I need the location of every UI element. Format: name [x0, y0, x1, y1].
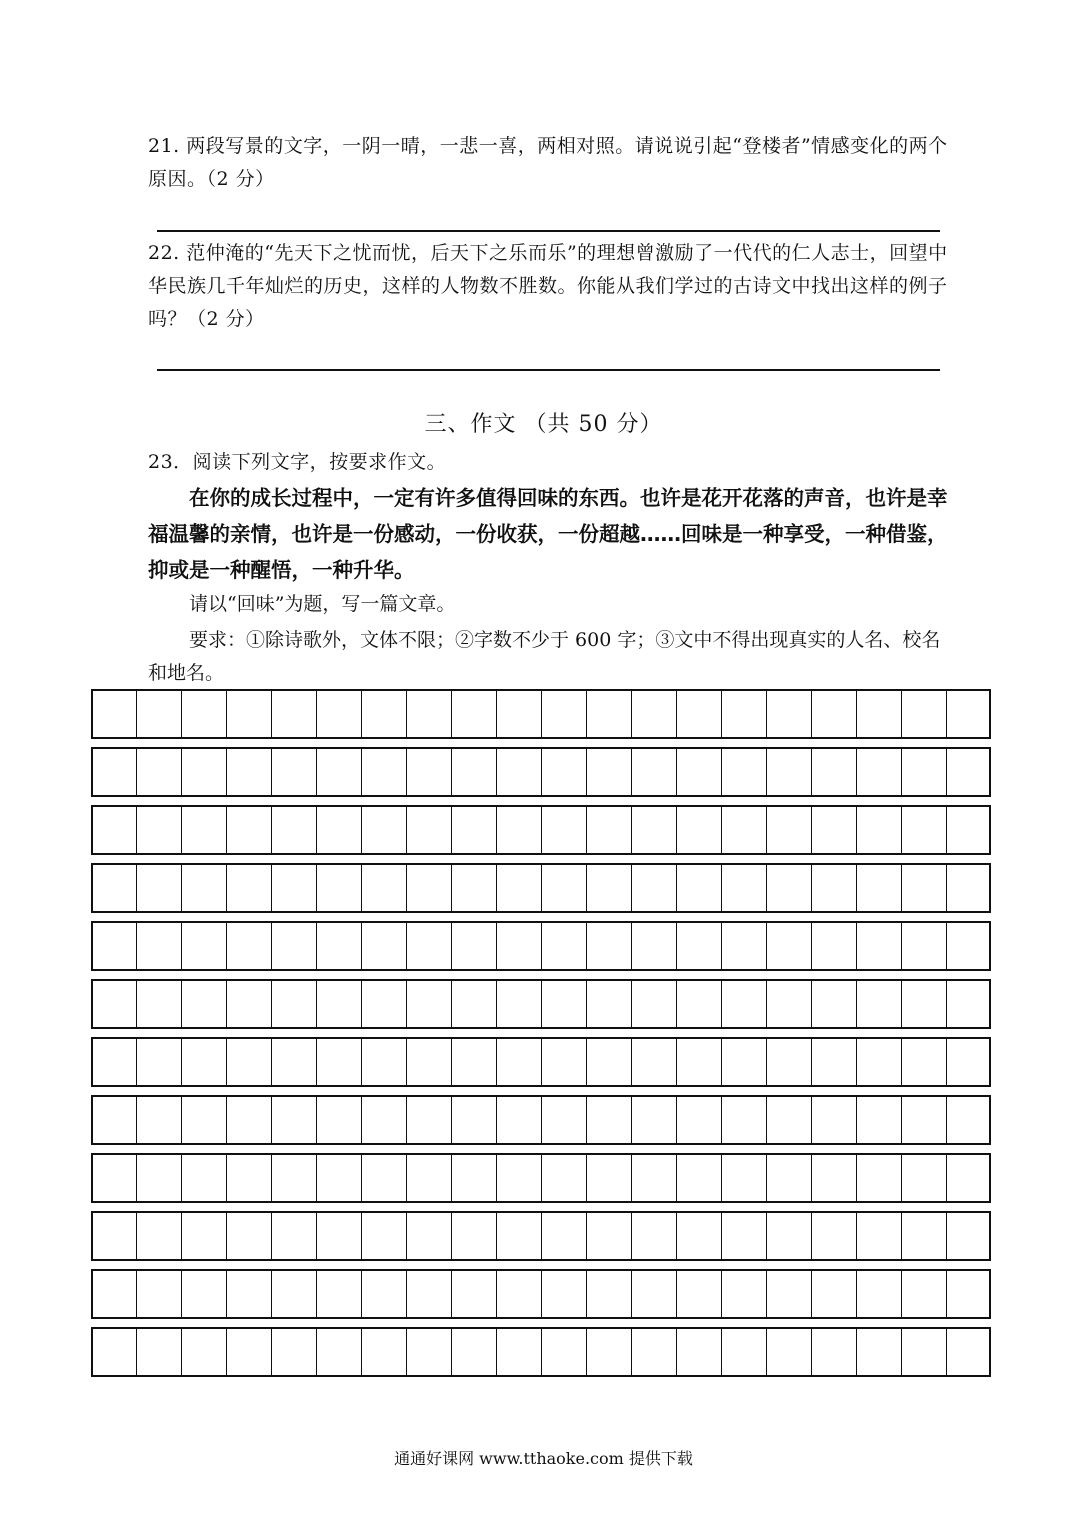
grid-cell-divider: [946, 807, 947, 853]
grid-cell-divider: [811, 1039, 812, 1085]
grid-cell-divider: [901, 807, 902, 853]
grid-cell-divider: [361, 1039, 362, 1085]
grid-cell-divider: [271, 1155, 272, 1201]
grid-row[interactable]: [91, 1037, 991, 1087]
grid-cell-divider: [181, 981, 182, 1027]
grid-cell-divider: [496, 691, 497, 737]
grid-cell-divider: [316, 1155, 317, 1201]
grid-cell-divider: [406, 749, 407, 795]
grid-cell-divider: [721, 1271, 722, 1317]
grid-cell-divider: [676, 1329, 677, 1375]
grid-cell-divider: [676, 865, 677, 911]
grid-cell-divider: [586, 923, 587, 969]
grid-cell-divider: [946, 981, 947, 1027]
grid-cell-divider: [721, 1155, 722, 1201]
grid-cell-divider: [766, 807, 767, 853]
grid-cell-divider: [901, 1329, 902, 1375]
grid-cell-divider: [856, 865, 857, 911]
grid-cell-divider: [271, 807, 272, 853]
grid-cell-divider: [406, 1097, 407, 1143]
grid-cell-divider: [136, 1039, 137, 1085]
grid-cell-divider: [766, 1213, 767, 1259]
grid-cell-divider: [451, 1097, 452, 1143]
grid-cell-divider: [946, 1271, 947, 1317]
grid-cell-divider: [136, 691, 137, 737]
grid-cell-divider: [226, 923, 227, 969]
grid-cell-divider: [226, 1213, 227, 1259]
grid-row[interactable]: [91, 1153, 991, 1203]
grid-cell-divider: [451, 749, 452, 795]
grid-cell-divider: [766, 1155, 767, 1201]
grid-cell-divider: [901, 981, 902, 1027]
grid-cell-divider: [901, 749, 902, 795]
grid-cell-divider: [541, 981, 542, 1027]
grid-cell-divider: [811, 1271, 812, 1317]
grid-cell-divider: [811, 1329, 812, 1375]
grid-cell-divider: [676, 1155, 677, 1201]
grid-cell-divider: [406, 1155, 407, 1201]
grid-cell-divider: [631, 923, 632, 969]
grid-cell-divider: [451, 981, 452, 1027]
grid-cell-divider: [181, 749, 182, 795]
grid-cell-divider: [496, 1097, 497, 1143]
grid-cell-divider: [406, 1329, 407, 1375]
grid-cell-divider: [901, 1155, 902, 1201]
grid-cell-divider: [766, 1039, 767, 1085]
grid-cell-divider: [586, 1213, 587, 1259]
grid-cell-divider: [676, 923, 677, 969]
grid-cell-divider: [811, 1213, 812, 1259]
grid-cell-divider: [451, 1213, 452, 1259]
grid-cell-divider: [181, 1271, 182, 1317]
grid-cell-divider: [856, 1271, 857, 1317]
grid-cell-divider: [406, 1213, 407, 1259]
grid-cell-divider: [496, 1329, 497, 1375]
grid-cell-divider: [541, 1097, 542, 1143]
grid-cell-divider: [181, 691, 182, 737]
grid-cell-divider: [136, 1329, 137, 1375]
grid-cell-divider: [766, 749, 767, 795]
grid-cell-divider: [316, 1271, 317, 1317]
grid-cell-divider: [451, 923, 452, 969]
grid-cell-divider: [721, 807, 722, 853]
grid-cell-divider: [361, 807, 362, 853]
grid-cell-divider: [766, 1097, 767, 1143]
grid-cell-divider: [361, 691, 362, 737]
grid-cell-divider: [361, 923, 362, 969]
grid-cell-divider: [586, 749, 587, 795]
grid-cell-divider: [586, 1329, 587, 1375]
grid-cell-divider: [316, 1039, 317, 1085]
grid-cell-divider: [856, 923, 857, 969]
grid-cell-divider: [811, 1155, 812, 1201]
grid-cell-divider: [496, 1155, 497, 1201]
grid-cell-divider: [316, 923, 317, 969]
grid-cell-divider: [136, 1155, 137, 1201]
grid-cell-divider: [631, 981, 632, 1027]
grid-cell-divider: [541, 1271, 542, 1317]
grid-cell-divider: [496, 1039, 497, 1085]
grid-cell-divider: [946, 865, 947, 911]
grid-cell-divider: [496, 749, 497, 795]
grid-cell-divider: [586, 691, 587, 737]
grid-cell-divider: [541, 1329, 542, 1375]
grid-cell-divider: [541, 865, 542, 911]
grid-cell-divider: [721, 691, 722, 737]
grid-cell-divider: [811, 749, 812, 795]
grid-cell-divider: [361, 749, 362, 795]
grid-cell-divider: [631, 691, 632, 737]
grid-cell-divider: [361, 1329, 362, 1375]
grid-cell-divider: [676, 1039, 677, 1085]
grid-row[interactable]: [91, 1095, 991, 1145]
grid-cell-divider: [766, 1329, 767, 1375]
grid-cell-divider: [856, 1155, 857, 1201]
grid-cell-divider: [181, 1097, 182, 1143]
grid-cell-divider: [766, 981, 767, 1027]
grid-cell-divider: [946, 1329, 947, 1375]
grid-cell-divider: [946, 1155, 947, 1201]
grid-cell-divider: [271, 691, 272, 737]
grid-cell-divider: [136, 749, 137, 795]
question-21: 21. 两段写景的文字，一阴一晴，一悲一喜，两相对照。请说说引起“登楼者”情感变化的两个原因。（2 分）: [148, 135, 948, 190]
grid-cell-divider: [856, 691, 857, 737]
grid-row[interactable]: [91, 863, 991, 913]
grid-cell-divider: [901, 865, 902, 911]
grid-cell-divider: [541, 1213, 542, 1259]
grid-cell-divider: [271, 865, 272, 911]
grid-cell-divider: [946, 749, 947, 795]
grid-row[interactable]: [91, 921, 991, 971]
grid-cell-divider: [811, 691, 812, 737]
grid-cell-divider: [901, 1213, 902, 1259]
grid-row[interactable]: [91, 1211, 991, 1261]
grid-cell-divider: [586, 1155, 587, 1201]
grid-cell-divider: [856, 981, 857, 1027]
grid-cell-divider: [496, 1271, 497, 1317]
grid-cell-divider: [541, 923, 542, 969]
grid-cell-divider: [496, 807, 497, 853]
grid-cell-divider: [631, 1039, 632, 1085]
grid-cell-divider: [631, 749, 632, 795]
grid-cell-divider: [316, 807, 317, 853]
grid-cell-divider: [766, 923, 767, 969]
grid-cell-divider: [856, 1097, 857, 1143]
grid-cell-divider: [181, 865, 182, 911]
grid-cell-divider: [226, 1097, 227, 1143]
grid-cell-divider: [721, 865, 722, 911]
grid-cell-divider: [946, 691, 947, 737]
answer-line-21[interactable]: [157, 230, 940, 232]
grid-cell-divider: [136, 1213, 137, 1259]
grid-cell-divider: [721, 749, 722, 795]
grid-cell-divider: [631, 1271, 632, 1317]
grid-cell-divider: [271, 1329, 272, 1375]
grid-cell-divider: [271, 923, 272, 969]
grid-cell-divider: [631, 865, 632, 911]
grid-cell-divider: [856, 807, 857, 853]
grid-cell-divider: [361, 1097, 362, 1143]
grid-cell-divider: [136, 1097, 137, 1143]
grid-cell-divider: [946, 923, 947, 969]
grid-cell-divider: [631, 1155, 632, 1201]
grid-cell-divider: [766, 1271, 767, 1317]
grid-cell-divider: [136, 865, 137, 911]
grid-cell-divider: [271, 1271, 272, 1317]
grid-cell-divider: [271, 981, 272, 1027]
grid-cell-divider: [451, 691, 452, 737]
grid-cell-divider: [541, 1039, 542, 1085]
grid-cell-divider: [406, 981, 407, 1027]
grid-row[interactable]: [91, 1269, 991, 1319]
grid-cell-divider: [181, 1039, 182, 1085]
grid-cell-divider: [721, 981, 722, 1027]
grid-cell-divider: [721, 1039, 722, 1085]
grid-cell-divider: [541, 691, 542, 737]
grid-cell-divider: [496, 981, 497, 1027]
grid-cell-divider: [631, 1097, 632, 1143]
grid-cell-divider: [136, 807, 137, 853]
grid-cell-divider: [181, 1155, 182, 1201]
grid-cell-divider: [271, 1039, 272, 1085]
grid-cell-divider: [316, 691, 317, 737]
grid-cell-divider: [676, 981, 677, 1027]
grid-cell-divider: [361, 1155, 362, 1201]
essay-prompt: 在你的成长过程中，一定有许多值得回味的东西。也许是花开花落的声音，也许是幸福温馨的亲情，也许是一份感动，一份收获，一份超越……回味是一种享受，一种借鉴，抑或是一种醒悟，一种升华。: [148, 486, 948, 582]
grid-cell-divider: [586, 865, 587, 911]
grid-cell-divider: [946, 1097, 947, 1143]
grid-cell-divider: [316, 981, 317, 1027]
grid-cell-divider: [181, 923, 182, 969]
grid-cell-divider: [316, 1329, 317, 1375]
grid-row[interactable]: [91, 979, 991, 1029]
grid-cell-divider: [496, 865, 497, 911]
grid-cell-divider: [676, 1213, 677, 1259]
grid-cell-divider: [901, 923, 902, 969]
grid-cell-divider: [811, 981, 812, 1027]
grid-cell-divider: [316, 1213, 317, 1259]
grid-cell-divider: [406, 1039, 407, 1085]
grid-cell-divider: [226, 1155, 227, 1201]
grid-cell-divider: [946, 1039, 947, 1085]
grid-cell-divider: [361, 1271, 362, 1317]
grid-cell-divider: [541, 749, 542, 795]
grid-cell-divider: [451, 1039, 452, 1085]
grid-cell-divider: [901, 1271, 902, 1317]
grid-cell-divider: [676, 691, 677, 737]
grid-cell-divider: [361, 981, 362, 1027]
grid-cell-divider: [766, 691, 767, 737]
grid-cell-divider: [586, 1097, 587, 1143]
grid-cell-divider: [676, 1271, 677, 1317]
grid-row[interactable]: [91, 689, 991, 739]
grid-cell-divider: [451, 1155, 452, 1201]
grid-cell-divider: [676, 1097, 677, 1143]
grid-cell-divider: [586, 1039, 587, 1085]
grid-cell-divider: [856, 749, 857, 795]
grid-cell-divider: [586, 981, 587, 1027]
grid-cell-divider: [226, 749, 227, 795]
footer-text: 通通好课网 www.tthaoke.com 提供下载: [394, 1449, 693, 1468]
grid-cell-divider: [856, 1213, 857, 1259]
essay-requirements: 要求：①除诗歌外，文体不限；②字数不少于 600 字；③文中不得出现真实的人名、校名和地名。: [148, 629, 941, 684]
grid-cell-divider: [226, 981, 227, 1027]
grid-cell-divider: [136, 923, 137, 969]
grid-cell-divider: [406, 1271, 407, 1317]
grid-cell-divider: [226, 1329, 227, 1375]
grid-cell-divider: [316, 1097, 317, 1143]
grid-cell-divider: [451, 807, 452, 853]
grid-row[interactable]: [91, 805, 991, 855]
grid-cell-divider: [811, 807, 812, 853]
grid-cell-divider: [361, 1213, 362, 1259]
answer-line-22[interactable]: [157, 369, 940, 371]
grid-cell-divider: [721, 923, 722, 969]
grid-cell-divider: [226, 1271, 227, 1317]
grid-cell-divider: [586, 807, 587, 853]
grid-cell-divider: [451, 1329, 452, 1375]
question-23: 23．阅读下列文字，按要求作文。: [148, 451, 447, 473]
grid-cell-divider: [631, 1213, 632, 1259]
grid-cell-divider: [811, 1097, 812, 1143]
grid-row[interactable]: [91, 747, 991, 797]
grid-cell-divider: [496, 1213, 497, 1259]
section-title: 三、作文 （共 50 分）: [424, 412, 663, 437]
grid-cell-divider: [406, 865, 407, 911]
grid-cell-divider: [631, 1329, 632, 1375]
grid-cell-divider: [226, 865, 227, 911]
grid-cell-divider: [136, 981, 137, 1027]
grid-cell-divider: [496, 923, 497, 969]
grid-cell-divider: [811, 865, 812, 911]
grid-cell-divider: [406, 923, 407, 969]
grid-cell-divider: [946, 1213, 947, 1259]
grid-cell-divider: [271, 1097, 272, 1143]
grid-cell-divider: [811, 923, 812, 969]
grid-cell-divider: [181, 807, 182, 853]
grid-cell-divider: [586, 1271, 587, 1317]
grid-cell-divider: [721, 1213, 722, 1259]
grid-cell-divider: [226, 1039, 227, 1085]
grid-cell-divider: [676, 749, 677, 795]
grid-cell-divider: [316, 749, 317, 795]
grid-cell-divider: [451, 865, 452, 911]
grid-cell-divider: [271, 749, 272, 795]
grid-cell-divider: [271, 1213, 272, 1259]
grid-cell-divider: [316, 865, 317, 911]
grid-cell-divider: [226, 691, 227, 737]
grid-cell-divider: [721, 1329, 722, 1375]
grid-cell-divider: [406, 807, 407, 853]
grid-cell-divider: [136, 1271, 137, 1317]
grid-cell-divider: [766, 865, 767, 911]
grid-cell-divider: [631, 807, 632, 853]
question-22: 22. 范仲淹的“先天下之忧而忧，后天下之乐而乐”的理想曾激励了一代代的仁人志士，回望中华民族几千年灿烂的历史，这样的人物数不胜数。你能从我们学过的古诗文中找出这样的例子吗？（2 分）: [148, 242, 948, 330]
grid-cell-divider: [901, 691, 902, 737]
grid-cell-divider: [181, 1329, 182, 1375]
grid-cell-divider: [226, 807, 227, 853]
grid-cell-divider: [406, 691, 407, 737]
grid-cell-divider: [541, 807, 542, 853]
grid-cell-divider: [901, 1097, 902, 1143]
grid-cell-divider: [856, 1039, 857, 1085]
grid-cell-divider: [901, 1039, 902, 1085]
grid-cell-divider: [676, 807, 677, 853]
grid-cell-divider: [451, 1271, 452, 1317]
grid-row[interactable]: [91, 1327, 991, 1377]
essay-topic: 请以“回味”为题，写一篇文章。: [189, 593, 456, 615]
grid-cell-divider: [721, 1097, 722, 1143]
grid-cell-divider: [181, 1213, 182, 1259]
grid-cell-divider: [541, 1155, 542, 1201]
grid-cell-divider: [361, 865, 362, 911]
grid-cell-divider: [856, 1329, 857, 1375]
